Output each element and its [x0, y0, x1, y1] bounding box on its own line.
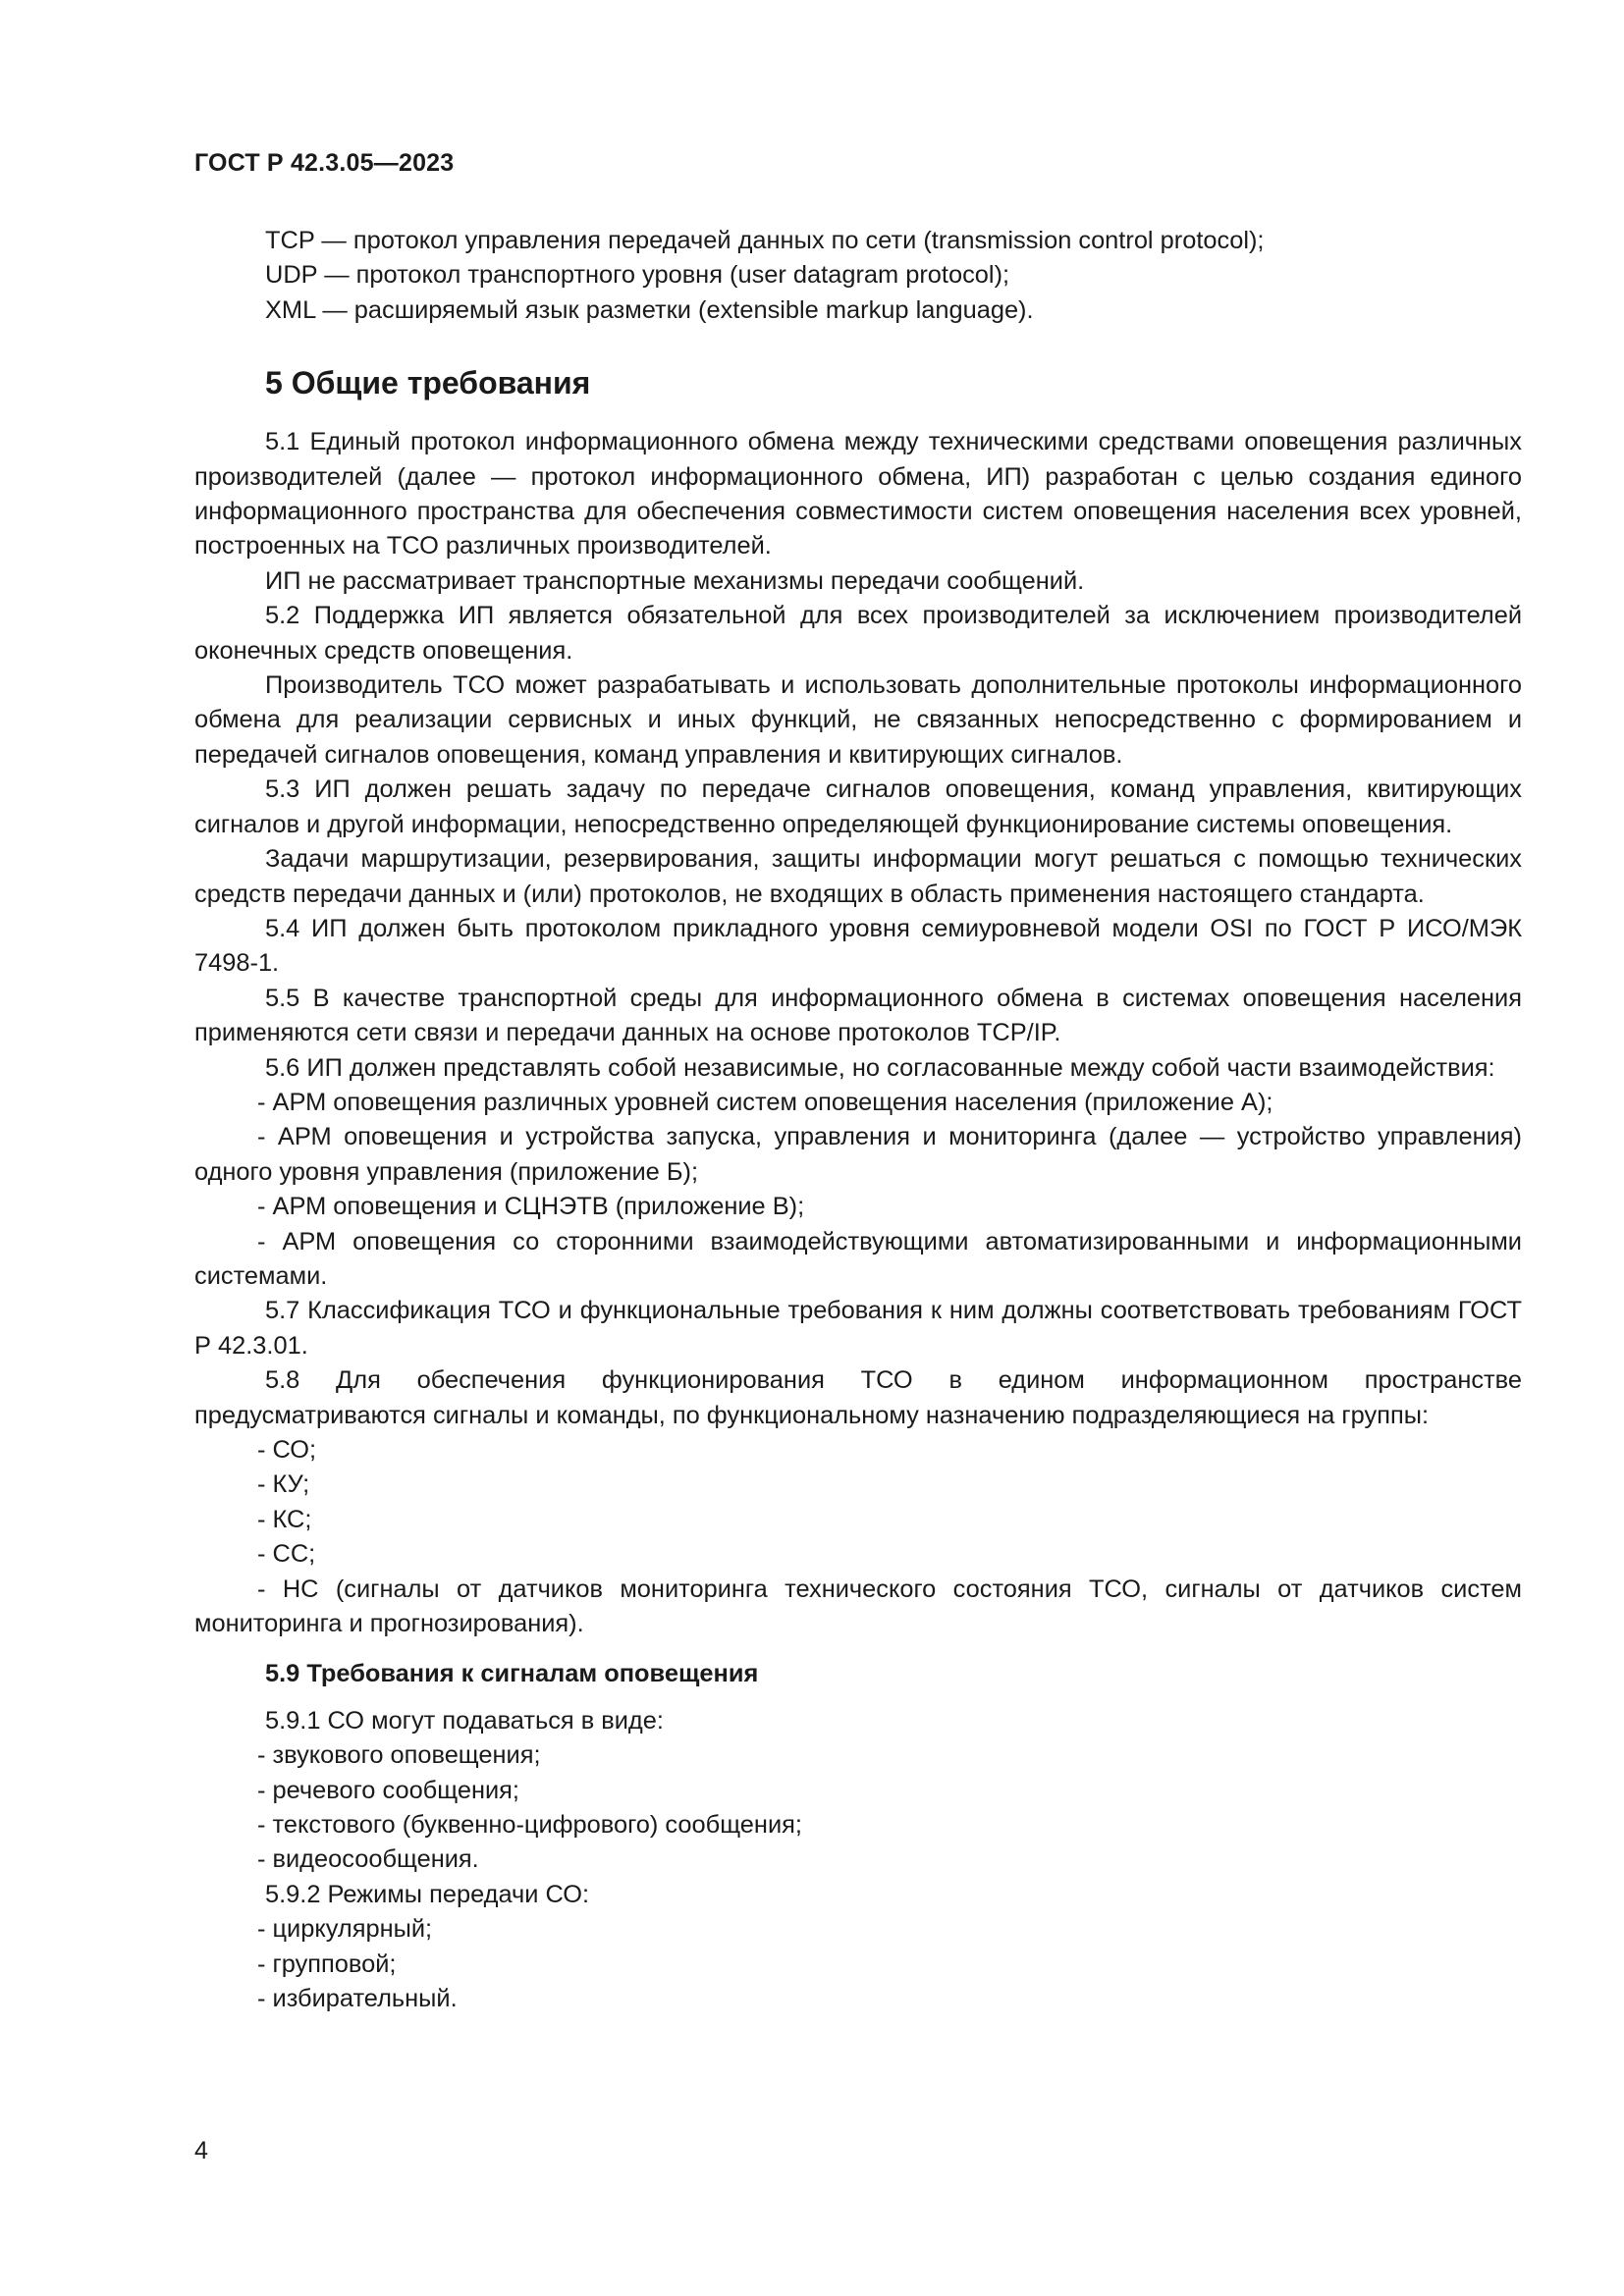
document-header: ГОСТ Р 42.3.05—2023 — [194, 149, 455, 177]
page-content — [194, 224, 1522, 2017]
list-item-5-9-1-sound: - звукового оповещения; — [257, 1741, 541, 1770]
paragraph-5-1: 5.1 Единый протокол информационного обмена между техническими средствами оповещения различных производителей (далее — протокол информационного обмена, ИП) разработан с целью создания единого информационного пространства для обеспечения совместимости систем оповещения населения всех уровней, построенных на ТСО различных производителей. — [194, 428, 1522, 561]
list-item-5-6-c: - АРМ оповещения и СЦНЭТВ (приложение В); — [257, 1193, 805, 1221]
abbreviation-tcp: TCP — протокол управления передачей данных по сети (transmission control protocol); — [265, 227, 1265, 254]
list-item-5-8-ks: - КС; — [257, 1505, 312, 1533]
list-item-5-8-ns — [194, 1573, 1522, 1642]
list-item-5-6-a: - АРМ оповещения различных уровней систем оповещения населения (приложение А); — [257, 1088, 1273, 1116]
list-item-5-6-b-text: - АРМ оповещения и устройства запуска, управления и мониторинга (далее — устройство управления) одного уровня управления (приложение Б); — [194, 1123, 1522, 1186]
list-item-5-8-ku: - КУ; — [257, 1470, 310, 1499]
list-item-5-8-ns-text: - НС (сигналы от датчиков мониторинга технического состояния ТСО, сигналы от датчиков систем мониторинга и прогнозирования). — [194, 1575, 1522, 1638]
list-item-5-9-1-text: - текстового (буквенно-цифрового) сообщения; — [257, 1811, 802, 1840]
paragraph-5-9-2: 5.9.2 Режимы передачи СО: — [265, 1880, 590, 1908]
page-number: 4 — [194, 2137, 208, 2164]
paragraph-5-4: 5.4 ИП должен быть протоколом прикладного уровня семиуровневой модели OSI по ГОСТ Р ИСО/МЭК 7498-1. — [194, 914, 1522, 978]
paragraph-5-1-note: ИП не рассматривает транспортные механизмы передачи сообщений. — [265, 566, 1085, 595]
abbreviation-xml: XML — расширяемый язык разметки (extensible markup language). — [265, 295, 1034, 324]
list-item-5-9-1-speech: - речевого сообщения; — [257, 1776, 519, 1804]
paragraph-5-7: 5.7 Классификация ТСО и функциональные требования к ним должны соответствовать требованиям ГОСТ Р 42.3.01. — [194, 1297, 1522, 1360]
paragraph-5-8: 5.8 Для обеспечения функционирования ТСО в едином информационном пространстве предусматриваются сигналы и команды, по функциональному назначению подразделяющиеся на группы: — [194, 1366, 1522, 1429]
paragraph-5-2-note: Производитель ТСО может разрабатывать и использовать дополнительные протоколы информационного обмена для реализации сервисных и иных функций, не связанных непосредственно с формированием и передачей сигналов оповещения, команд управления и квитирующих сигналов. — [194, 671, 1522, 769]
paragraph-5-3: 5.3 ИП должен решать задачу по передаче сигналов оповещения, команд управления, квитирующих сигналов и другой информации, непосредственно определяющей функционирование системы оповещения. — [194, 775, 1522, 838]
list-item-5-9-1-video: - видеосообщения. — [257, 1845, 479, 1874]
list-item-5-9-2-selective: - избирательный. — [257, 1985, 458, 2013]
list-item-5-8-so: - СО; — [257, 1436, 317, 1464]
list-item-5-6-d — [194, 1225, 1522, 1295]
list-item-5-8-ss: - СС; — [257, 1540, 316, 1569]
section-5-9-title: 5.9 Требования к сигналам оповещения — [265, 1660, 759, 1688]
paragraph-5-5: 5.5 В качестве транспортной среды для информационного обмена в системах оповещения населения применяются сети связи и передачи данных на основе протоколов TCP/IP. — [194, 984, 1522, 1047]
section-5-title: 5 Общие требования — [265, 365, 591, 401]
paragraph-5-3-note: Задачи маршрутизации, резервирования, защиты информации могут решаться с помощью технических средств передачи данных и (или) протоколов, не входящих в область применения настоящего стандарта. — [194, 845, 1522, 908]
paragraph-5-6: 5.6 ИП должен представлять собой независимые, но согласованные между собой части взаимодействия: — [265, 1053, 1495, 1082]
list-item-5-9-2-group: - групповой; — [257, 1949, 397, 1978]
list-item-5-6-b — [194, 1120, 1522, 1190]
paragraph-5-2: 5.2 Поддержка ИП является обязательной для всех производителей за исключением производителей оконечных средств оповещения. — [194, 602, 1522, 665]
paragraph-5-9-1: 5.9.1 СО могут подаваться в виде: — [265, 1706, 664, 1735]
list-item-5-9-2-circular: - циркулярный; — [257, 1915, 433, 1944]
list-item-5-6-d-text: - АРМ оповещения со сторонними взаимодействующими автоматизированными и информационными системами. — [194, 1227, 1522, 1290]
abbreviation-udp: UDP — протокол транспортного уровня (user datagram protocol); — [265, 261, 1010, 290]
